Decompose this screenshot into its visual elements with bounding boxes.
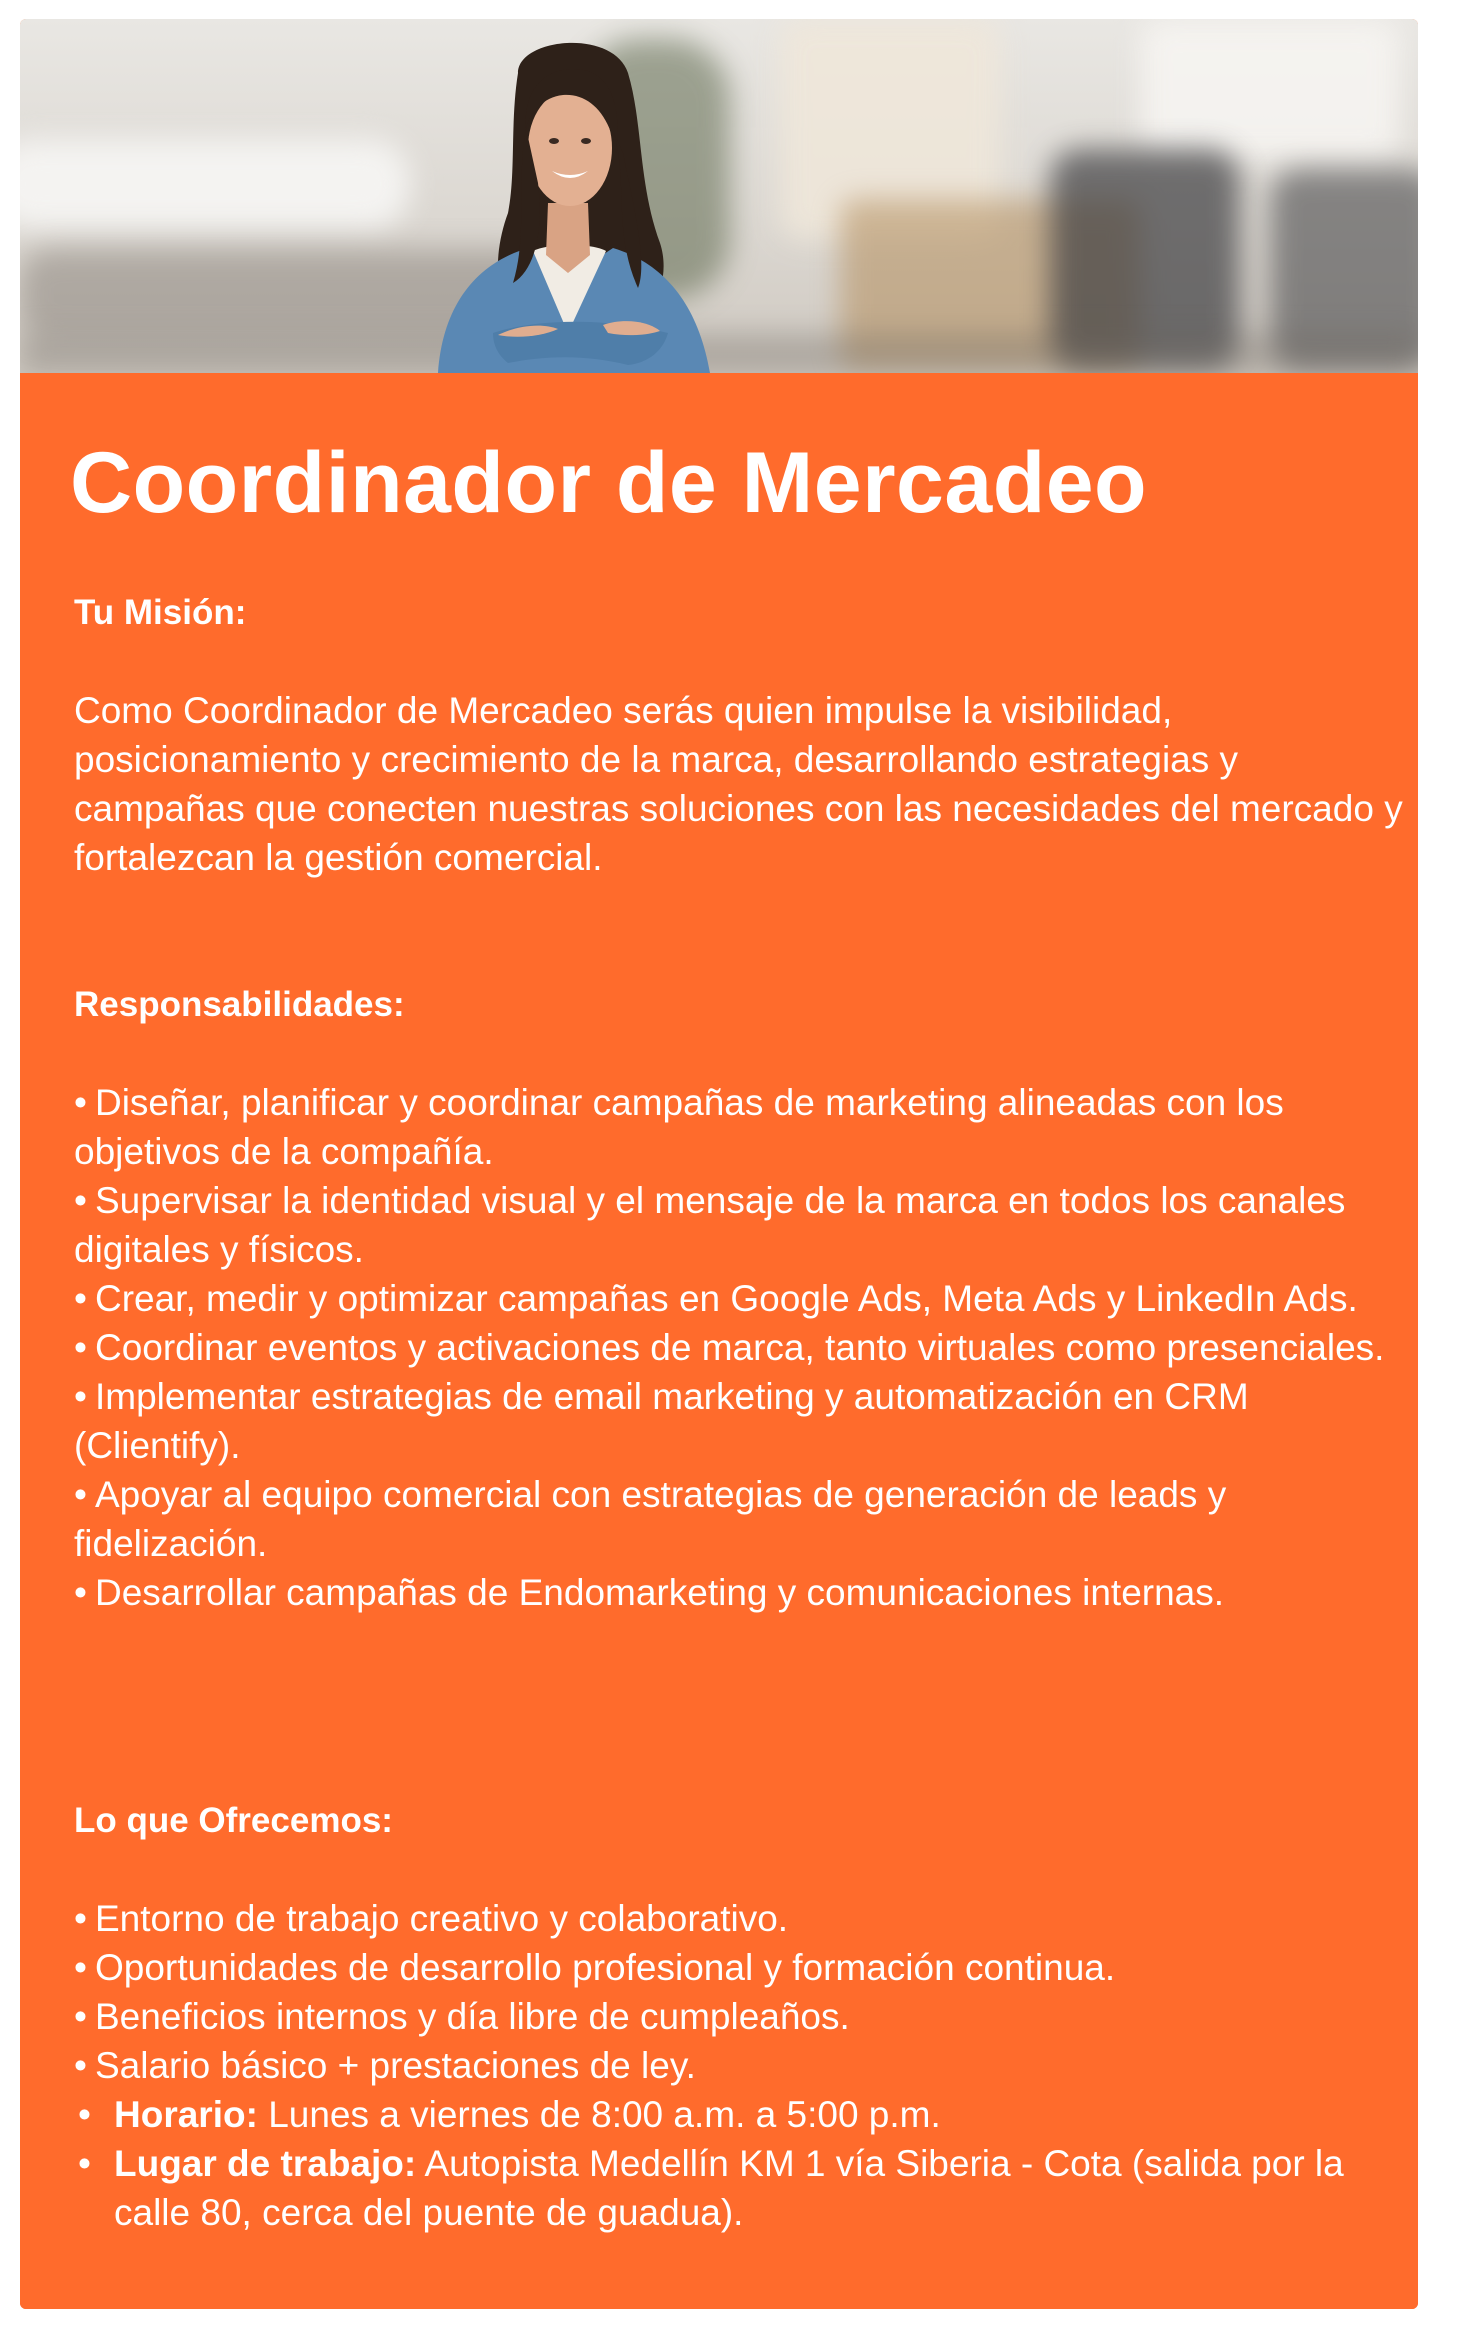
location-item: • Lugar de trabajo: Autopista Medellín KM 1 vía Siberia - Cota (salida por la calle 80, cerca del puente de guadua). (78, 2143, 1344, 2233)
responsibilities-section (74, 980, 1404, 1617)
list-item: • Coordinar eventos y activaciones de marca, tanto virtuales como presenciales. (74, 1327, 1385, 1368)
offer-section (74, 1796, 1404, 2237)
list-item: • Desarrollar campañas de Endomarketing y comunicaciones internas. (74, 1572, 1225, 1613)
schedule-item: • Horario: Lunes a viernes de 8:00 a.m. a 5:00 p.m. (78, 2094, 941, 2135)
schedule-label: Horario: (114, 2094, 258, 2135)
hero-image (20, 19, 1418, 373)
schedule-value: Lunes a viernes de 8:00 a.m. a 5:00 p.m. (268, 2094, 941, 2135)
woman-photo (398, 33, 748, 373)
list-item: • Implementar estrategias de email marketing y automatización en CRM (Clientify). (74, 1376, 1249, 1466)
responsibilities-list (74, 1078, 1404, 1617)
list-item: • Apoyar al equipo comercial con estrategias de generación de leads y fidelización. (74, 1474, 1227, 1564)
offer-details (74, 2090, 1404, 2237)
mission-section (74, 588, 1404, 882)
list-item: • Beneficios internos y día libre de cumpleaños. (74, 1996, 850, 2037)
list-item: • Entorno de trabajo creativo y colaborativo. (74, 1898, 789, 1939)
content-panel (20, 373, 1418, 2309)
location-label: Lugar de trabajo: (114, 2143, 417, 2184)
list-item: • Crear, medir y optimizar campañas en Google Ads, Meta Ads y LinkedIn Ads. (74, 1278, 1358, 1319)
list-item: • Diseñar, planificar y coordinar campañas de marketing alineadas con los objetivos de la compañía. (74, 1082, 1284, 1172)
offer-heading: Lo que Ofrecemos: (74, 1801, 393, 1840)
list-item: • Supervisar la identidad visual y el mensaje de la marca en todos los canales digitales y físicos. (74, 1180, 1346, 1270)
mission-heading: Tu Misión: (74, 593, 247, 632)
offer-list (74, 1894, 1404, 2090)
list-item: • Oportunidades de desarrollo profesional y formación continua. (74, 1947, 1116, 1988)
list-item: • Salario básico + prestaciones de ley. (74, 2045, 696, 2086)
location-value: Autopista Medellín KM 1 vía Siberia - Cota (salida por la calle 80, cerca del puente de guadua). (114, 2143, 1344, 2233)
job-card (20, 19, 1418, 2309)
mission-text: Como Coordinador de Mercadeo serás quien impulse la visibilidad, posicionamiento y crecimiento de la marca, desarrollando estrategias y campañas que conecten nuestras soluciones con las necesidades del mercado y fortalezcan la gestión comercial. (74, 690, 1403, 878)
responsibilities-heading: Responsabilidades: (74, 985, 405, 1024)
page-title: Coordinador de Mercadeo (70, 435, 1148, 531)
